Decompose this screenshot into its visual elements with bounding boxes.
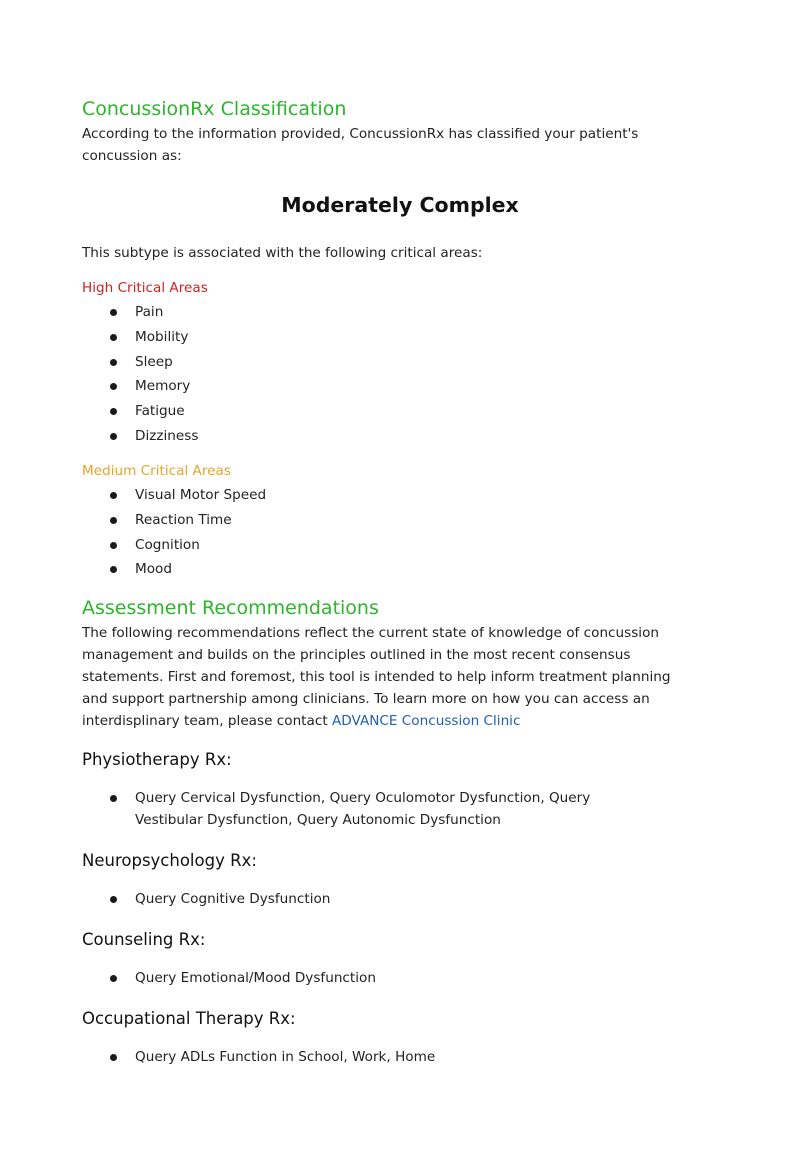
list-item: Sleep	[82, 351, 718, 373]
assessment-title: Assessment Recommendations	[82, 597, 379, 620]
counseling-rx-list	[82, 967, 718, 989]
list-item: Visual Motor Speed	[82, 484, 718, 506]
physiotherapy-rx-list	[82, 787, 718, 831]
bullet-icon	[110, 334, 117, 341]
bullet-icon	[110, 408, 117, 415]
list-item: Mobility	[82, 326, 718, 348]
bullet-icon	[110, 359, 117, 366]
bullet-icon	[110, 1054, 117, 1061]
list-item: Reaction Time	[82, 509, 718, 531]
high-critical-list	[82, 301, 718, 447]
medium-critical-list	[82, 484, 718, 580]
classification-title: ConcussionRx Classification	[82, 98, 347, 120]
classification-result: Moderately Complex	[281, 193, 519, 217]
bullet-icon	[110, 566, 117, 573]
bullet-icon	[110, 383, 117, 390]
bullet-icon	[110, 896, 117, 903]
list-item: Cognition	[82, 534, 718, 556]
neuropsychology-rx-list	[82, 888, 718, 910]
assessment-text: The following recommendations reflect the current state of knowledge of concussion management and builds on the principles outlined in the most recent consensus statements. First and foremost, this tool is intended to help inform treatment planning and support partnership among clinicians. To learn more on how you can access an interdisplinary team, please contact	[82, 625, 671, 730]
occupational-therapy-rx-list	[82, 1046, 718, 1068]
bullet-icon	[110, 492, 117, 499]
bullet-icon	[110, 795, 117, 802]
list-item: Query Emotional/Mood Dysfunction	[82, 967, 718, 989]
neuropsychology-rx-title: Neuropsychology Rx:	[82, 851, 257, 871]
bullet-icon	[110, 309, 117, 316]
advance-clinic-link[interactable]: ADVANCE Concussion Clinic	[331, 713, 521, 730]
bullet-icon	[110, 517, 117, 524]
bullet-icon	[110, 975, 117, 982]
bullet-icon	[110, 433, 117, 440]
medium-critical-title: Medium Critical Areas	[82, 462, 231, 479]
bullet-icon	[110, 542, 117, 549]
assessment-paragraph	[82, 622, 682, 732]
high-critical-title: High Critical Areas	[82, 280, 208, 296]
list-item: Memory	[82, 375, 718, 397]
list-item: Dizziness	[82, 425, 718, 447]
counseling-rx-title: Counseling Rx:	[82, 930, 206, 950]
physiotherapy-rx-title: Physiotherapy Rx:	[82, 750, 232, 770]
occupational-therapy-rx-title: Occupational Therapy Rx:	[82, 1009, 296, 1029]
list-item: Mood	[82, 558, 718, 580]
list-item: Fatigue	[82, 400, 718, 422]
list-item: Query Cervical Dysfunction, Query Oculomotor Dysfunction, Query Vestibular Dysfunction, Query Autonomic Dysfunction	[82, 787, 635, 831]
classification-intro: According to the information provided, ConcussionRx has classified your patient's concussion as:	[82, 126, 639, 164]
list-item: Query ADLs Function in School, Work, Home	[82, 1046, 718, 1068]
list-item: Pain	[82, 301, 718, 323]
subtype-text: This subtype is associated with the following critical areas:	[82, 245, 483, 261]
list-item: Query Cognitive Dysfunction	[82, 888, 718, 910]
